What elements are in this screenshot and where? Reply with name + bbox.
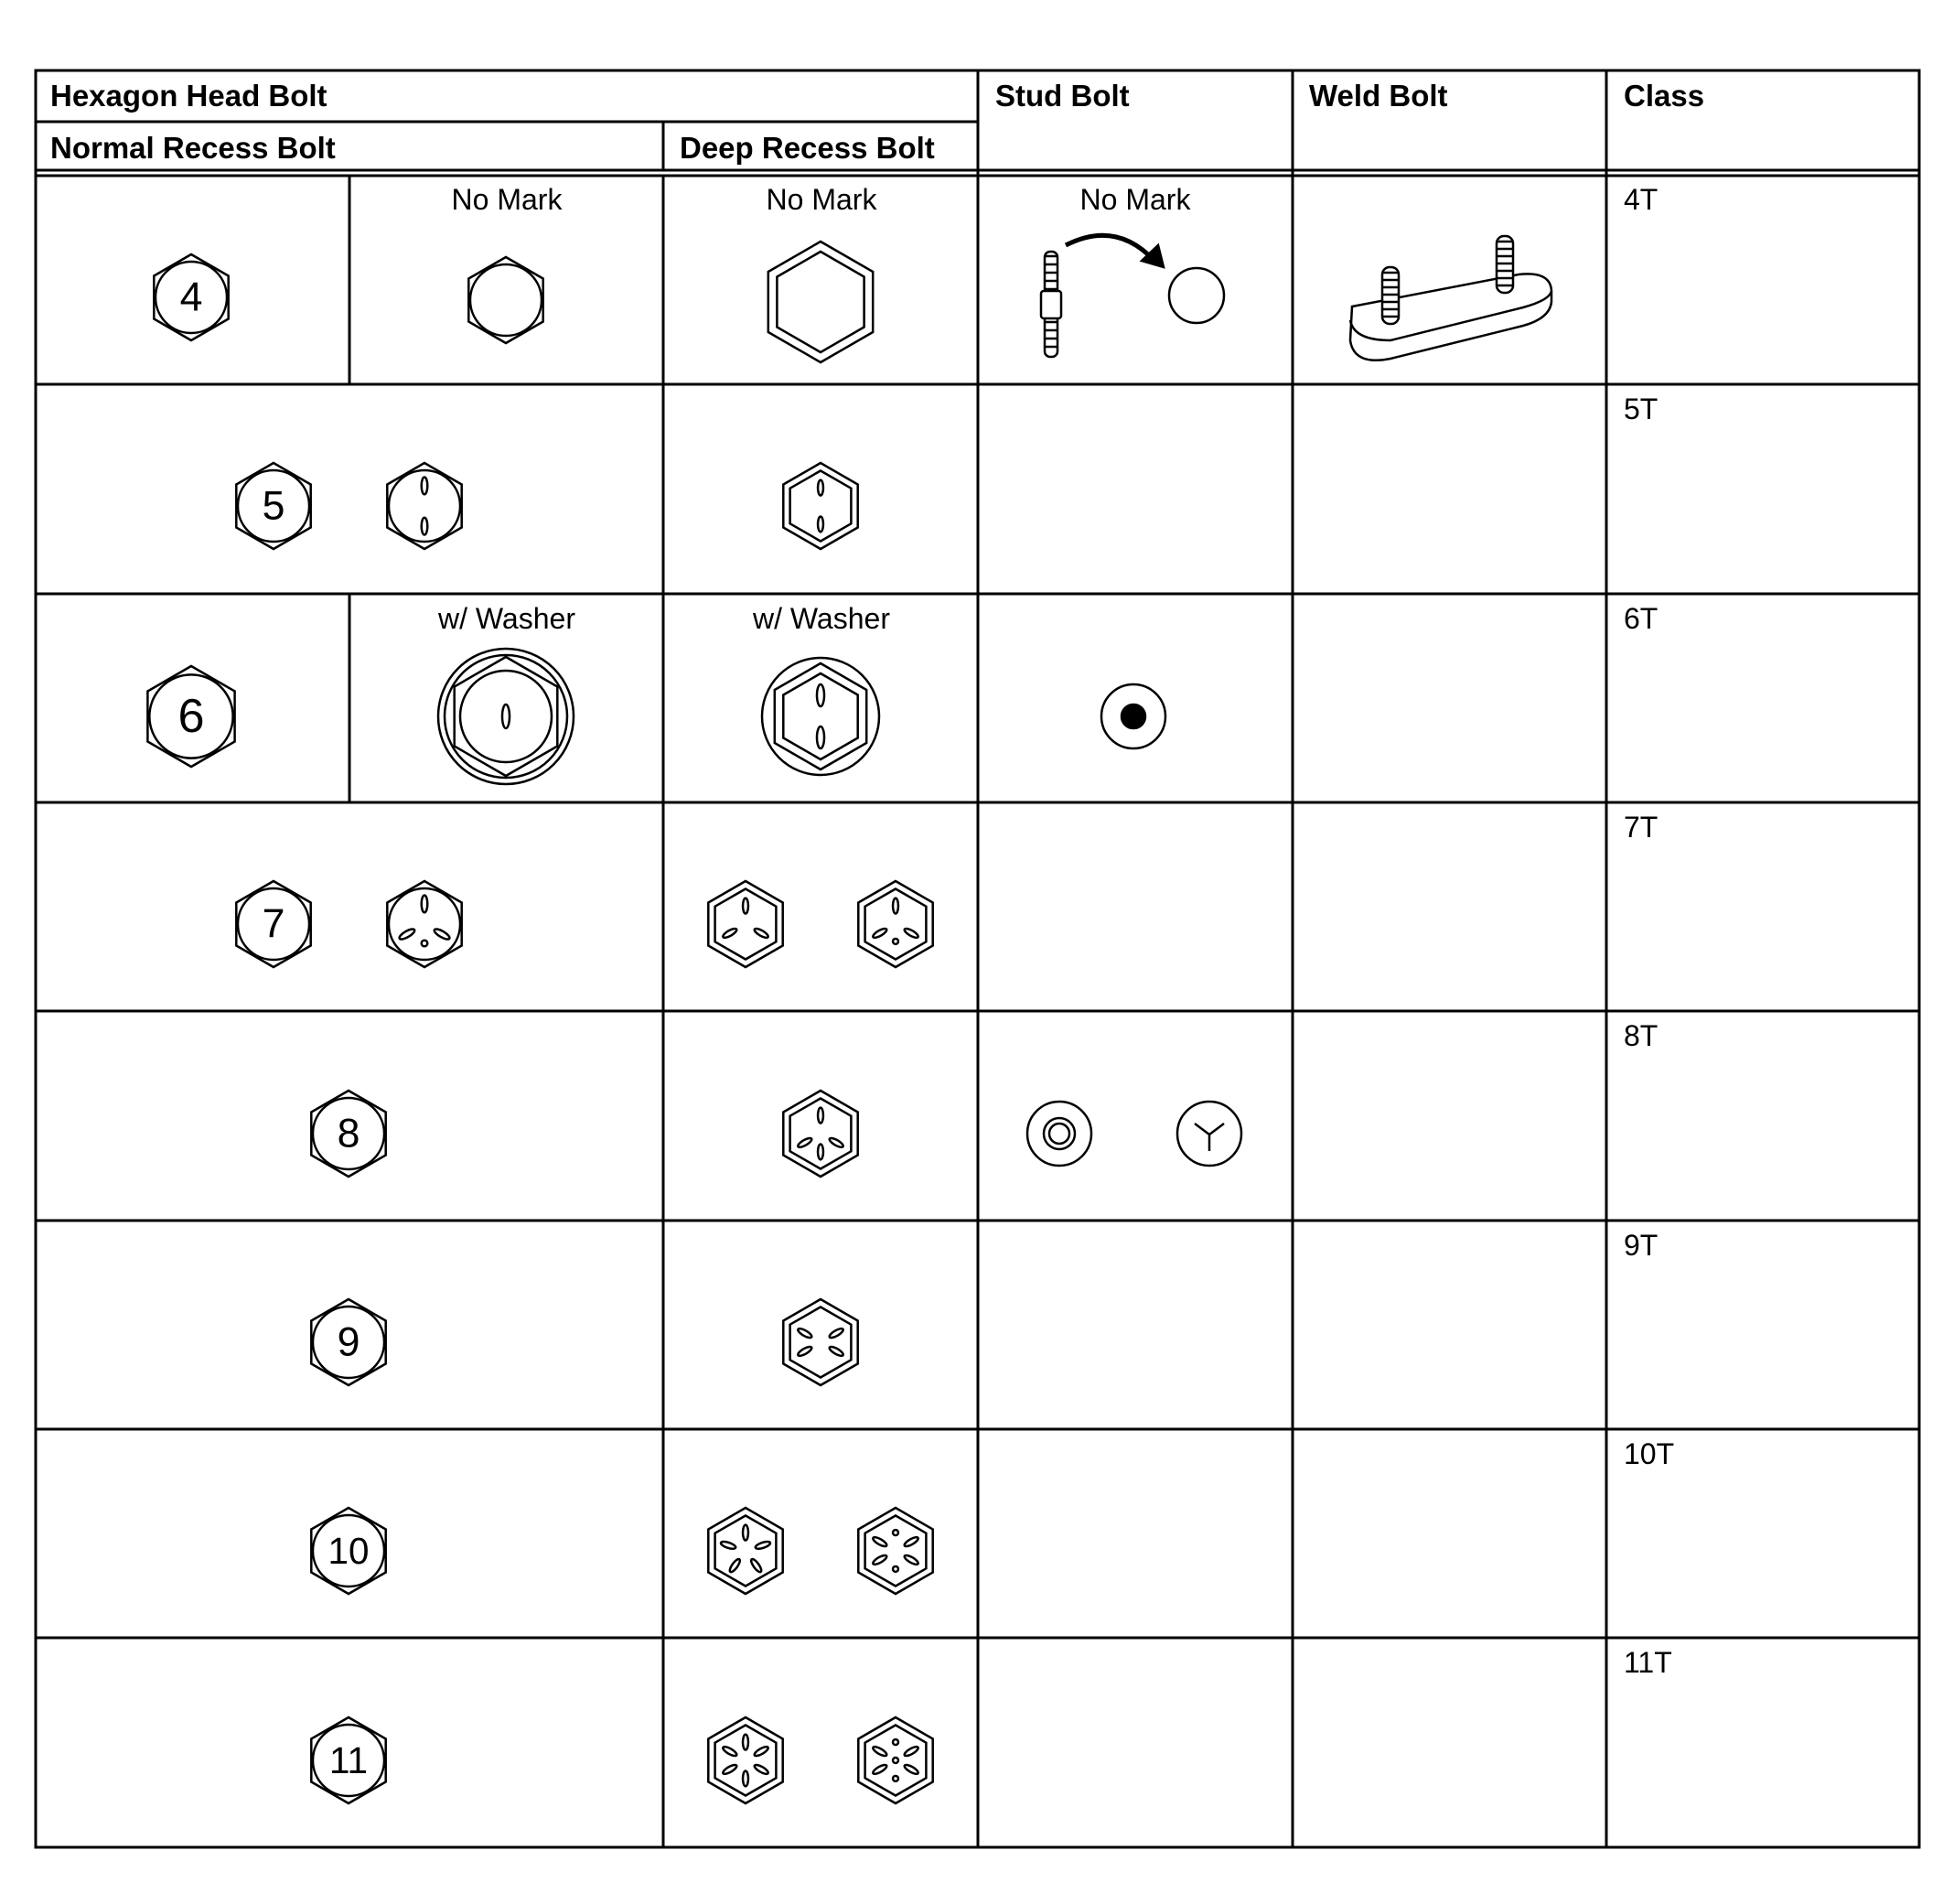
class-label: 5T xyxy=(1624,393,1659,425)
bolt-number-text: 7 xyxy=(262,901,285,947)
class-label: 4T xyxy=(1624,183,1659,216)
header-class: Class xyxy=(1624,79,1705,113)
bolt-number-text: 6 xyxy=(177,690,205,743)
class-label: 7T xyxy=(1624,811,1659,844)
class-label: 6T xyxy=(1624,602,1659,635)
class-label: 10T xyxy=(1624,1437,1675,1470)
bolt-number-text: 9 xyxy=(337,1319,360,1365)
header-deep-recess-bolt: Deep Recess Bolt xyxy=(680,131,935,165)
class-label: 8T xyxy=(1624,1019,1659,1052)
bolt-number-text: 8 xyxy=(337,1111,360,1156)
note-no-mark-deep: No Mark xyxy=(766,183,877,216)
bolt-number-text: 5 xyxy=(262,483,285,529)
header-normal-recess-bolt: Normal Recess Bolt xyxy=(50,131,336,165)
bolt-number-text: 4 xyxy=(179,274,203,320)
header-hexagon-head-bolt: Hexagon Head Bolt xyxy=(50,79,327,113)
header-stud-bolt: Stud Bolt xyxy=(995,79,1130,113)
bolt-number-text: 11 xyxy=(329,1739,368,1781)
bolt-number-text: 10 xyxy=(327,1530,370,1572)
class-label: 9T xyxy=(1624,1229,1659,1262)
class-label: 11T xyxy=(1624,1646,1672,1679)
note-washer-normal: w/ Washer xyxy=(438,602,575,635)
note-no-mark-normal: No Mark xyxy=(451,183,563,216)
header-weld-bolt: Weld Bolt xyxy=(1309,79,1448,113)
note-no-mark-stud: No Mark xyxy=(1079,183,1191,216)
note-washer-deep: w/ Washer xyxy=(753,602,890,635)
